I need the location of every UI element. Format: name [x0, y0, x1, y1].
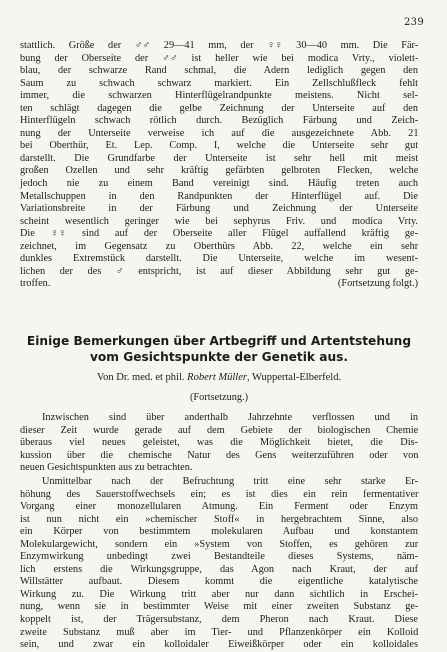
article-title-line: vom Gesichtspunkte der Genetik aus. — [89, 350, 349, 364]
text-line: Variationsbreite in der Färbung und Zeichnung der Unterseite — [20, 203, 418, 215]
text-line: Hinterflügeln schwach rötlich durch. Bezüglich Färbung und Zeich- — [20, 115, 419, 127]
text-line: bei Oberthür, Et. Lep. Comp. I, welche die Unterseite sehr gut — [20, 140, 419, 152]
text-line: dunkles Extremstück darstellt. Die Unterseite, welche im wesent- — [20, 253, 418, 265]
article-title — [20, 333, 418, 365]
text-line: Saum zu schwach schwarz markiert. Ein Zellschlußfleck fehlt — [20, 77, 419, 89]
continuation-label: (Fortsetzung.) — [189, 392, 249, 403]
text-line: lichen der des ♂ entspricht, ist auf dieser Abbildung sehr gut ge- — [20, 265, 418, 277]
paragraph-butterfly-description — [20, 40, 418, 291]
text-line: darstellt. Die Grundfarbe der Unterseite ist sehr hell mit meist — [20, 152, 419, 164]
paragraph-enzyme — [20, 476, 418, 652]
article-title-line: Einige Bemerkungen über Artbegriff und Artentstehung — [26, 334, 412, 348]
text-line: jedoch nie zu einem Band vereinigt sind. Häufig treten auch — [20, 178, 418, 190]
text-line: nung der Unterseite verweise ich auf die ausgezeichnete Abb. 21 — [20, 127, 419, 139]
text-line: Wirkung zu. Die Wirkung tritt aber nur dann sichtlich in Erschei- — [20, 588, 418, 600]
text-line: Molekulargewicht, sondern ein »System von Stoffen, es gehören zur — [20, 538, 419, 550]
text-line: nung, wenn sie in bestimmter Weise mit einer zweiten Substanz ge- — [20, 601, 419, 613]
text-line: blau, der schwarze Rand schmal, die Adern lediglich gegen den — [20, 65, 418, 77]
text-line: großen Ozellen und sehr kräftig gefärbten gelbroten Flecken, welche — [20, 165, 419, 177]
page-number: 239 — [404, 17, 424, 28]
text-line: stattlich. Größe der ♂♂ 29—41 mm, der ♀♀ 30—40 mm. Die Fär- — [20, 40, 419, 51]
text-line: höhung des Sauerstoffwechsels ein; es ist dies ein rein fermentativer — [20, 488, 419, 500]
text-line: ten schlägt dagegen die gelbe Zeichnung der Unterseite auf den — [20, 102, 418, 114]
text-line: ein Körper von bestimmtem molekularen Aufbau und konstantem — [20, 526, 418, 538]
text-line: zeichnet, im Gegensatz zu Oberthürs Abb. 22, welche ein sehr — [20, 240, 419, 252]
continuation-note: (Fortsetzung folgt.) — [337, 278, 418, 290]
text-line: überaus viel neues geleistet, was die Möglichkeit bietet, die Dis- — [20, 437, 418, 449]
text-line: dieser Zeit wurde gerade auf dem Gebiete der biologischen Chemie — [20, 424, 419, 436]
text-line: sein, und zwar ein kolloidaler Eiweißkörper oder ein kolloidales — [20, 639, 418, 651]
text-line: kussion über die chemische Natur des Gens weiterzuführen oder von — [20, 449, 419, 461]
text-line: neuen Gesichtspunkten aus zu betrachten. — [20, 462, 193, 474]
text-line: troffen. — [20, 278, 51, 290]
text-line: koppelt ist, der Trägersubstanz, dem Pheron nach Kraut. Diese — [20, 614, 418, 626]
text-line: Unmittelbar nach der Befruchtung tritt eine sehr starke Er- — [42, 476, 418, 487]
author-place: , Wuppertal-Elberfeld. — [246, 372, 342, 383]
text-line: ist nun nicht ein »chemischer Stoff« in hergebrachtem Sinne, also — [20, 513, 418, 525]
text-line: zweite Substanz muß aber im Tier- und Pflanzenkörper ein Kolloid — [20, 626, 419, 638]
text-line-last — [20, 278, 418, 291]
author-name: Robert Müller — [187, 372, 247, 383]
text-line: scheint wesentlich geringer wie bei sephyrus Friv. und modica Vrty. — [20, 215, 418, 227]
text-line: Vorgang einer monozellularen Atmung. Ein Ferment oder Enzym — [20, 501, 418, 513]
text-line: Willstätter aufbaut. Diesem kommt die eigentliche katalytische — [20, 576, 418, 588]
article-author — [20, 372, 418, 383]
text-line: bung der Oberseite der ♂♂ ist heller wie bei modica Vrty., violett- — [20, 52, 419, 64]
author-prefix: Von Dr. med. et phil. — [96, 372, 185, 383]
paragraph-intro — [20, 412, 418, 475]
text-line: Die ♀♀ sind auf der Oberseite aller Flügel auffallend kräftig ge- — [20, 228, 418, 240]
text-line: Inzwischen sind über anderthalb Jahrzehnte verflossen und in — [42, 412, 418, 423]
text-line: Enzymwirkung unbedingt zwei Bestandteile dieses Systems, näm- — [20, 551, 418, 563]
text-line: Metallschuppen in den Randpunkten der Hinterflügel auf. Die — [20, 190, 418, 202]
text-line: lich erstens die Wirkungsgruppe, das Agon nach Kraut, der auf — [20, 563, 418, 575]
text-line: immer, die schwarzen Hinterflügelrandpunkte meistens. Nicht sel- — [20, 90, 418, 102]
